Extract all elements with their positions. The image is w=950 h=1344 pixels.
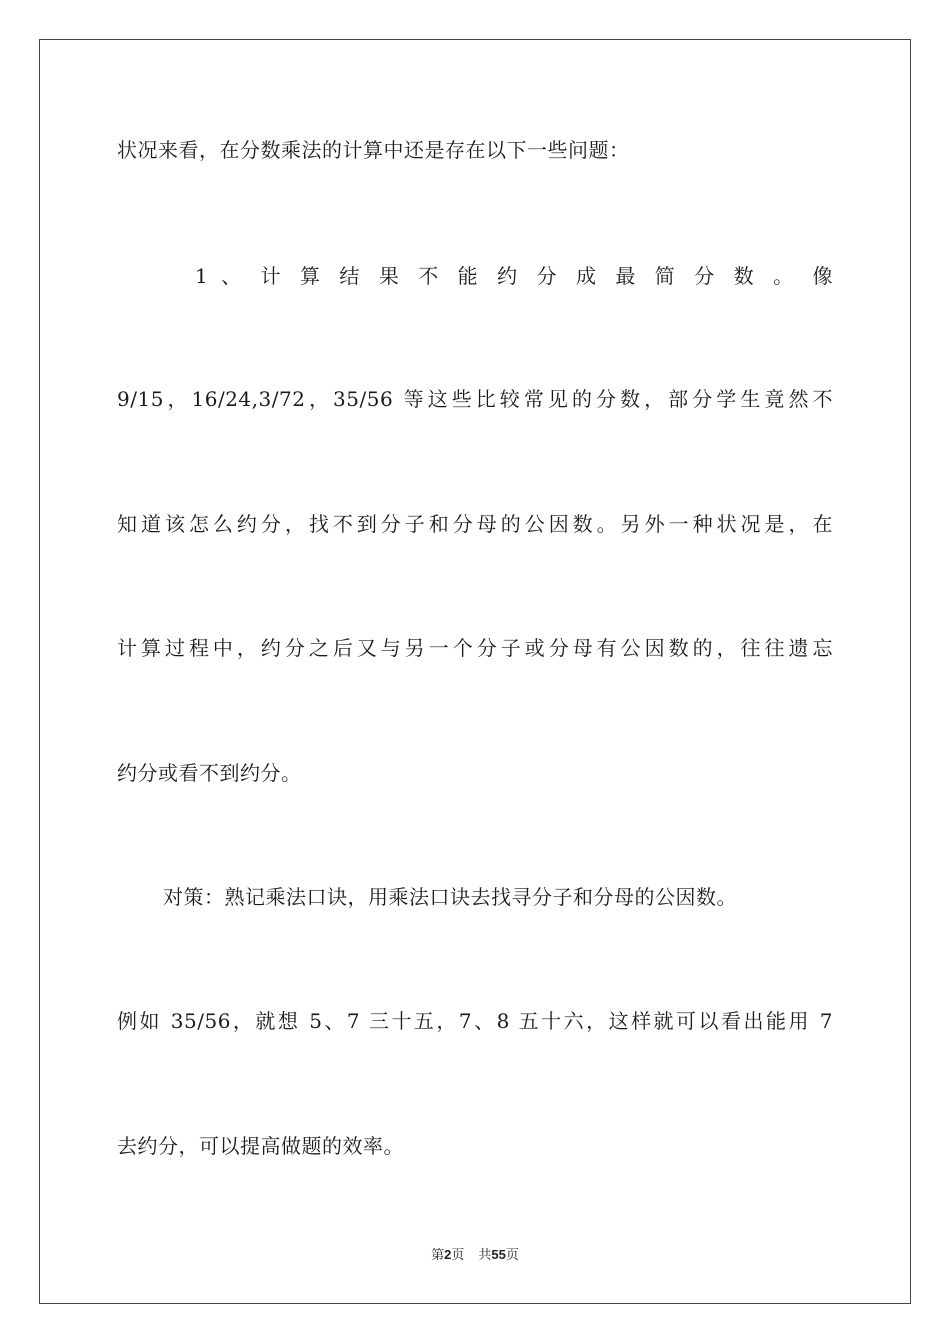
text-line-6: 约分或看不到约分。 bbox=[117, 761, 302, 785]
page-footer bbox=[0, 1246, 950, 1265]
footer-page-suffix: 页 bbox=[451, 1248, 465, 1263]
text-line-7: 对策：熟记乘法口诀，用乘法口诀去找寻分子和分母的公因数。 bbox=[163, 885, 737, 909]
footer-total-suffix: 页 bbox=[505, 1248, 519, 1263]
text-line-4: 知道该怎么约分，找不到分子和分母的公因数。另外一种状况是，在 bbox=[117, 512, 833, 536]
footer-total-prefix: 共 bbox=[478, 1248, 492, 1263]
text-line-3: 9/15，16/24,3/72，35/56 等这些比较常见的分数，部分学生竟然不 bbox=[117, 387, 833, 411]
text-line-8: 例如 35/56，就想 5、7 三十五，7、8 五十六，这样就可以看出能用 7 bbox=[117, 1009, 833, 1033]
text-line-5: 计算过程中，约分之后又与另一个分子或分母有公因数的，往往遗忘 bbox=[117, 636, 833, 660]
text-line-1: 状况来看，在分数乘法的计算中还是存在以下一些问题： bbox=[117, 138, 630, 162]
footer-page-number: 2 bbox=[444, 1247, 452, 1262]
text-line-2: 1 、 计 算 结 果 不 能 约 分 成 最 简 分 数 。 像 bbox=[195, 264, 833, 288]
footer-page-prefix: 第 bbox=[431, 1248, 445, 1263]
page-border bbox=[39, 39, 911, 1304]
text-line-9: 去约分，可以提高做题的效率。 bbox=[117, 1134, 404, 1158]
footer-total-pages: 55 bbox=[491, 1247, 506, 1262]
